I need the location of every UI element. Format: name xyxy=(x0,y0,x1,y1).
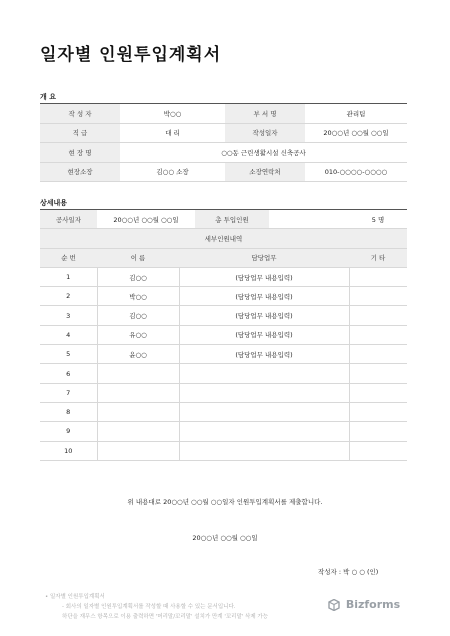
table-row xyxy=(40,402,407,421)
row-name xyxy=(97,383,179,402)
row-duty xyxy=(179,383,349,402)
overview-row xyxy=(40,104,407,124)
row-name xyxy=(97,402,179,421)
period-label: 공사일자 xyxy=(40,210,97,229)
period-row xyxy=(40,210,407,229)
staff-value: 5 명 xyxy=(349,210,407,229)
row-duty xyxy=(179,402,349,421)
row-name: 김○○ xyxy=(97,306,179,325)
author-label: 작 성 자 xyxy=(40,104,120,124)
row-name xyxy=(97,364,179,383)
row-no: 7 xyxy=(40,383,97,402)
row-name xyxy=(97,441,179,460)
date-value: 20○○년 ○○월 ○○일 xyxy=(305,123,407,143)
table-row xyxy=(40,287,407,306)
col-name: 이 름 xyxy=(97,248,179,267)
manager-value: 김○○ 소장 xyxy=(120,162,225,182)
row-duty: (담당업무 내용입력) xyxy=(179,267,349,286)
row-no: 9 xyxy=(40,422,97,441)
period-inner xyxy=(97,210,349,228)
row-duty xyxy=(179,441,349,460)
footnote-title: • 일자별 인원투입계획서 xyxy=(45,594,105,600)
row-duty xyxy=(179,364,349,383)
row-no: 6 xyxy=(40,364,97,383)
rank-label: 직 급 xyxy=(40,123,120,143)
overview-row xyxy=(40,143,407,163)
detail-subheader: 세부인원내역 xyxy=(40,229,407,248)
row-duty: (담당업무 내용입력) xyxy=(179,325,349,344)
row-no: 2 xyxy=(40,287,97,306)
bizforms-logo xyxy=(328,598,400,611)
row-duty xyxy=(179,422,349,441)
submission-statement: 위 내용대로 20○○년 ○○월 ○○일자 인원투입계획서를 제출합니다. xyxy=(127,498,323,506)
row-etc xyxy=(349,306,407,325)
table-row xyxy=(40,267,407,286)
row-etc xyxy=(349,287,407,306)
footnote-line: - 회사의 일자별 인원투입계획서를 작성할 때 사용할 수 있는 문서입니다. xyxy=(62,604,236,610)
row-etc xyxy=(349,441,407,460)
row-etc xyxy=(349,422,407,441)
submission-date: 20○○년 ○○월 ○○일 xyxy=(192,534,258,542)
row-name: 김○○ xyxy=(97,267,179,286)
row-name: 박○○ xyxy=(97,287,179,306)
table-row xyxy=(40,364,407,383)
row-etc xyxy=(349,267,407,286)
col-no: 순 번 xyxy=(40,248,97,267)
site-value: ○○동 근린생활시설 신축공사 xyxy=(120,143,407,163)
staff-label: 총 투입인원 xyxy=(195,210,269,228)
row-name xyxy=(97,422,179,441)
row-duty: (담당업무 내용입력) xyxy=(179,345,349,364)
document-title: 일자별 인원투입계획서 xyxy=(40,45,222,65)
table-row xyxy=(40,441,407,460)
author-value: 박○○ xyxy=(120,104,225,124)
row-no: 5 xyxy=(40,345,97,364)
column-header-row xyxy=(40,248,407,267)
staff-spacer xyxy=(269,210,349,228)
row-etc xyxy=(349,402,407,421)
row-name: 유○○ xyxy=(97,325,179,344)
row-no: 4 xyxy=(40,325,97,344)
overview-table xyxy=(40,103,407,182)
subheader-row xyxy=(40,229,407,248)
row-name: 윤○○ xyxy=(97,345,179,364)
rank-value: 대 리 xyxy=(120,123,225,143)
table-row xyxy=(40,345,407,364)
bizforms-logo-icon xyxy=(328,598,346,611)
row-no: 10 xyxy=(40,441,97,460)
row-etc xyxy=(349,364,407,383)
row-etc xyxy=(349,383,407,402)
overview-row xyxy=(40,162,407,182)
manager-contact-value: 010-○○○○-○○○○ xyxy=(305,162,407,182)
manager-label: 현장소장 xyxy=(40,162,120,182)
period-value: 20○○년 ○○월 ○○일 xyxy=(113,215,179,224)
col-duty: 담당업무 xyxy=(179,248,349,267)
footnote-line: 하단을 재무스 항목으로 이용 출력하면 '머리말/꼬리말' 설치가 만계 '꼬리말' 삭제 가능 xyxy=(62,614,269,620)
department-value: 관리팀 xyxy=(305,104,407,124)
period-and-staff xyxy=(97,210,349,229)
row-etc xyxy=(349,345,407,364)
department-label: 부 서 명 xyxy=(225,104,305,124)
table-row xyxy=(40,422,407,441)
row-duty: (담당업무 내용입력) xyxy=(179,306,349,325)
site-label: 현 장 명 xyxy=(40,143,120,163)
table-row xyxy=(40,325,407,344)
bizforms-logo-text: Bizforms xyxy=(345,598,401,611)
table-row xyxy=(40,383,407,402)
row-duty: (담당업무 내용입력) xyxy=(179,287,349,306)
row-no: 8 xyxy=(40,402,97,421)
table-row xyxy=(40,306,407,325)
row-no: 1 xyxy=(40,267,97,286)
signer-line: 작성자 : 박 ○ ○ (인) xyxy=(318,568,379,576)
overview-row xyxy=(40,123,407,143)
detail-section-label: 상세내용 xyxy=(40,199,68,207)
overview-section-label: 개 요 xyxy=(40,93,56,101)
detail-table xyxy=(40,209,407,461)
col-etc: 기 타 xyxy=(349,248,407,267)
row-etc xyxy=(349,325,407,344)
row-no: 3 xyxy=(40,306,97,325)
date-label: 작성일자 xyxy=(225,123,305,143)
manager-contact-label: 소장연락처 xyxy=(225,162,305,182)
